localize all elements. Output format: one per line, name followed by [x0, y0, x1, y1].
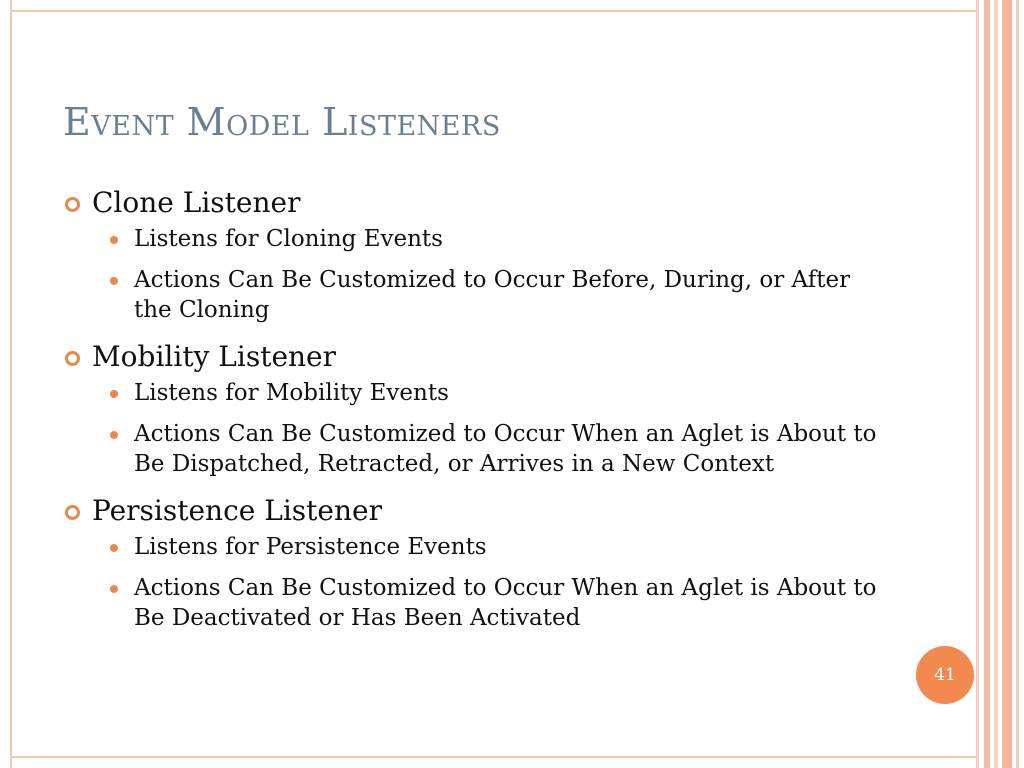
decorative-stripe	[984, 0, 990, 768]
sub-bullet-text: Listens for Mobility Events	[134, 380, 449, 406]
decorative-stripe	[1002, 0, 1012, 768]
decorative-stripe	[1016, 0, 1019, 768]
decorative-stripe	[976, 0, 979, 768]
sub-bullet-item	[62, 573, 882, 633]
slide-title: Event Model Listeners	[63, 100, 501, 144]
sub-bullet-item	[62, 378, 882, 408]
frame-line-bottom	[10, 756, 976, 758]
filled-dot-icon	[110, 390, 118, 398]
sub-bullet-text: Actions Can Be Customized to Occur Before, During, or After the Cloning	[134, 267, 851, 323]
sub-bullet-item	[62, 265, 882, 325]
sub-bullet-item	[62, 532, 882, 562]
bullet-group-mobility	[62, 336, 882, 479]
bullet-item	[62, 336, 882, 378]
bullet-item	[62, 182, 882, 224]
sub-bullet-text: Listens for Cloning Events	[134, 226, 443, 252]
sub-bullet-list	[62, 532, 882, 633]
frame-line-left	[10, 0, 12, 768]
filled-dot-icon	[110, 544, 118, 552]
sub-bullet-list	[62, 378, 882, 479]
bullet-item	[62, 490, 882, 532]
sub-bullet-text: Listens for Persistence Events	[134, 534, 487, 560]
filled-dot-icon	[110, 277, 118, 285]
filled-dot-icon	[110, 431, 118, 439]
sub-bullet-item	[62, 419, 882, 479]
page-number: 41	[934, 665, 956, 685]
sub-bullet-list	[62, 224, 882, 325]
sub-bullet-text: Actions Can Be Customized to Occur When an Aglet is About to Be Dispatched, Retracted, or Arrives in a New Context	[134, 421, 877, 477]
filled-dot-icon	[110, 236, 118, 244]
filled-dot-icon	[110, 585, 118, 593]
bullet-group-clone	[62, 182, 882, 325]
bullet-text: Mobility Listener	[92, 340, 337, 373]
bullet-text: Clone Listener	[92, 186, 301, 219]
circle-outline-icon	[65, 351, 80, 366]
sub-bullet-item	[62, 224, 882, 254]
circle-outline-icon	[65, 197, 80, 212]
bullet-text: Persistence Listener	[92, 494, 382, 527]
page-number-badge	[916, 646, 974, 704]
frame-line-top	[10, 10, 976, 12]
bullet-group-persistence	[62, 490, 882, 633]
decorative-stripe	[994, 0, 998, 768]
circle-outline-icon	[65, 505, 80, 520]
slide-body	[62, 182, 882, 644]
sub-bullet-text: Actions Can Be Customized to Occur When an Aglet is About to Be Deactivated or Has Been Activated	[134, 575, 877, 631]
